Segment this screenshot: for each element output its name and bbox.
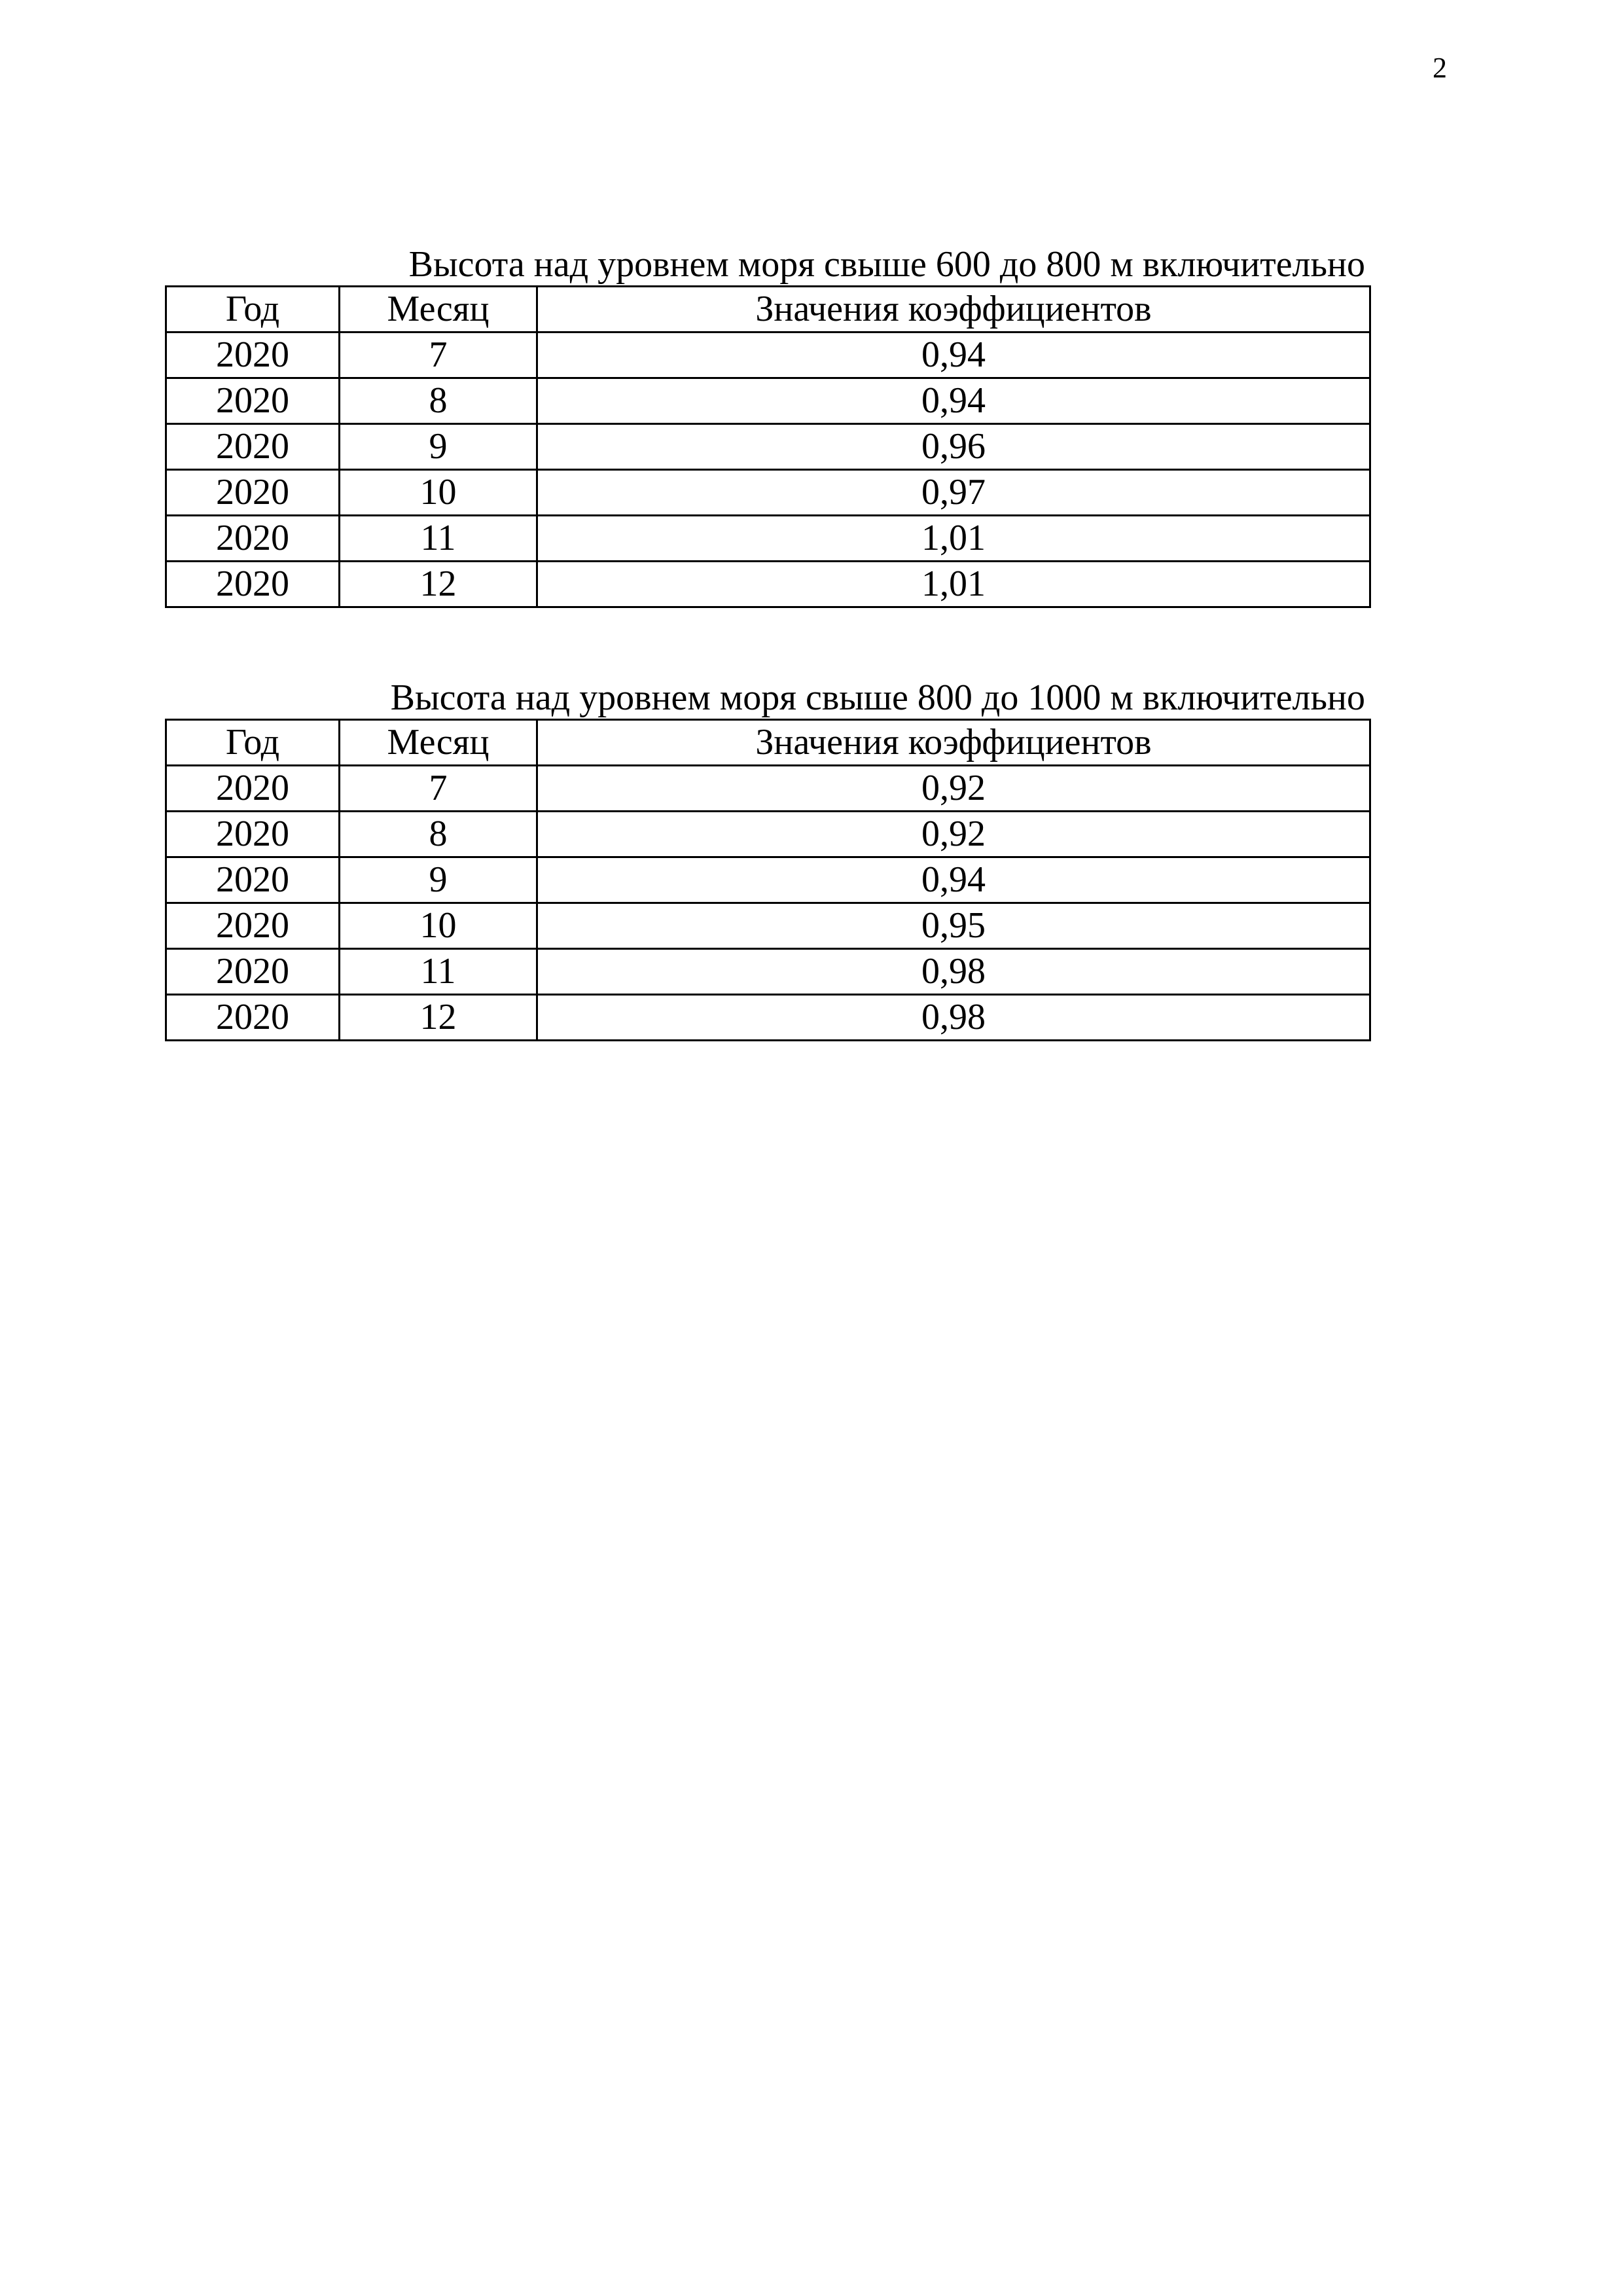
cell-coefficient: 1,01	[537, 562, 1370, 607]
table-row	[166, 562, 1370, 607]
table-row	[166, 470, 1370, 516]
coefficient-table-800-1000	[165, 677, 1369, 1041]
header-coefficient: Значения коэффициентов	[537, 287, 1370, 332]
table-row	[166, 949, 1370, 995]
cell-month: 9	[340, 857, 537, 903]
cell-month: 7	[340, 766, 537, 812]
cell-month: 11	[340, 949, 537, 995]
cell-year: 2020	[166, 332, 340, 378]
cell-month: 7	[340, 332, 537, 378]
cell-coefficient: 0,97	[537, 470, 1370, 516]
table-row	[166, 903, 1370, 949]
cell-year: 2020	[166, 516, 340, 562]
coefficient-table-600-800	[165, 243, 1369, 608]
cell-year: 2020	[166, 903, 340, 949]
cell-coefficient: 0,92	[537, 812, 1370, 857]
cell-year: 2020	[166, 470, 340, 516]
page-number: 2	[1433, 52, 1447, 84]
cell-month: 8	[340, 378, 537, 424]
cell-coefficient: 0,98	[537, 995, 1370, 1041]
cell-coefficient: 0,92	[537, 766, 1370, 812]
table-row	[166, 812, 1370, 857]
cell-coefficient: 0,94	[537, 332, 1370, 378]
cell-month: 10	[340, 903, 537, 949]
table-row	[166, 424, 1370, 470]
cell-coefficient: 0,95	[537, 903, 1370, 949]
cell-year: 2020	[166, 378, 340, 424]
cell-year: 2020	[166, 812, 340, 857]
cell-coefficient: 0,98	[537, 949, 1370, 995]
table-header-row	[166, 720, 1370, 766]
cell-month: 10	[340, 470, 537, 516]
header-month: Месяц	[340, 720, 537, 766]
cell-coefficient: 0,94	[537, 857, 1370, 903]
table-header-row	[166, 287, 1370, 332]
cell-coefficient: 0,96	[537, 424, 1370, 470]
cell-month: 12	[340, 995, 537, 1041]
table-caption: Высота над уровнем моря свыше 800 до 1000 м включительно	[390, 677, 1365, 718]
cell-year: 2020	[166, 562, 340, 607]
cell-year: 2020	[166, 995, 340, 1041]
cell-coefficient: 0,94	[537, 378, 1370, 424]
table-row	[166, 378, 1370, 424]
header-coefficient: Значения коэффициентов	[537, 720, 1370, 766]
cell-month: 8	[340, 812, 537, 857]
coefficient-table	[165, 285, 1371, 608]
cell-coefficient: 1,01	[537, 516, 1370, 562]
cell-month: 12	[340, 562, 537, 607]
cell-year: 2020	[166, 949, 340, 995]
cell-month: 11	[340, 516, 537, 562]
table-row	[166, 995, 1370, 1041]
coefficient-table	[165, 719, 1371, 1041]
cell-year: 2020	[166, 766, 340, 812]
table-row	[166, 857, 1370, 903]
cell-year: 2020	[166, 857, 340, 903]
header-month: Месяц	[340, 287, 537, 332]
table-row	[166, 516, 1370, 562]
table-row	[166, 766, 1370, 812]
table-row	[166, 332, 1370, 378]
header-year: Год	[166, 287, 340, 332]
cell-year: 2020	[166, 424, 340, 470]
table-caption: Высота над уровнем моря свыше 600 до 800 м включительно	[408, 244, 1365, 285]
cell-month: 9	[340, 424, 537, 470]
header-year: Год	[166, 720, 340, 766]
